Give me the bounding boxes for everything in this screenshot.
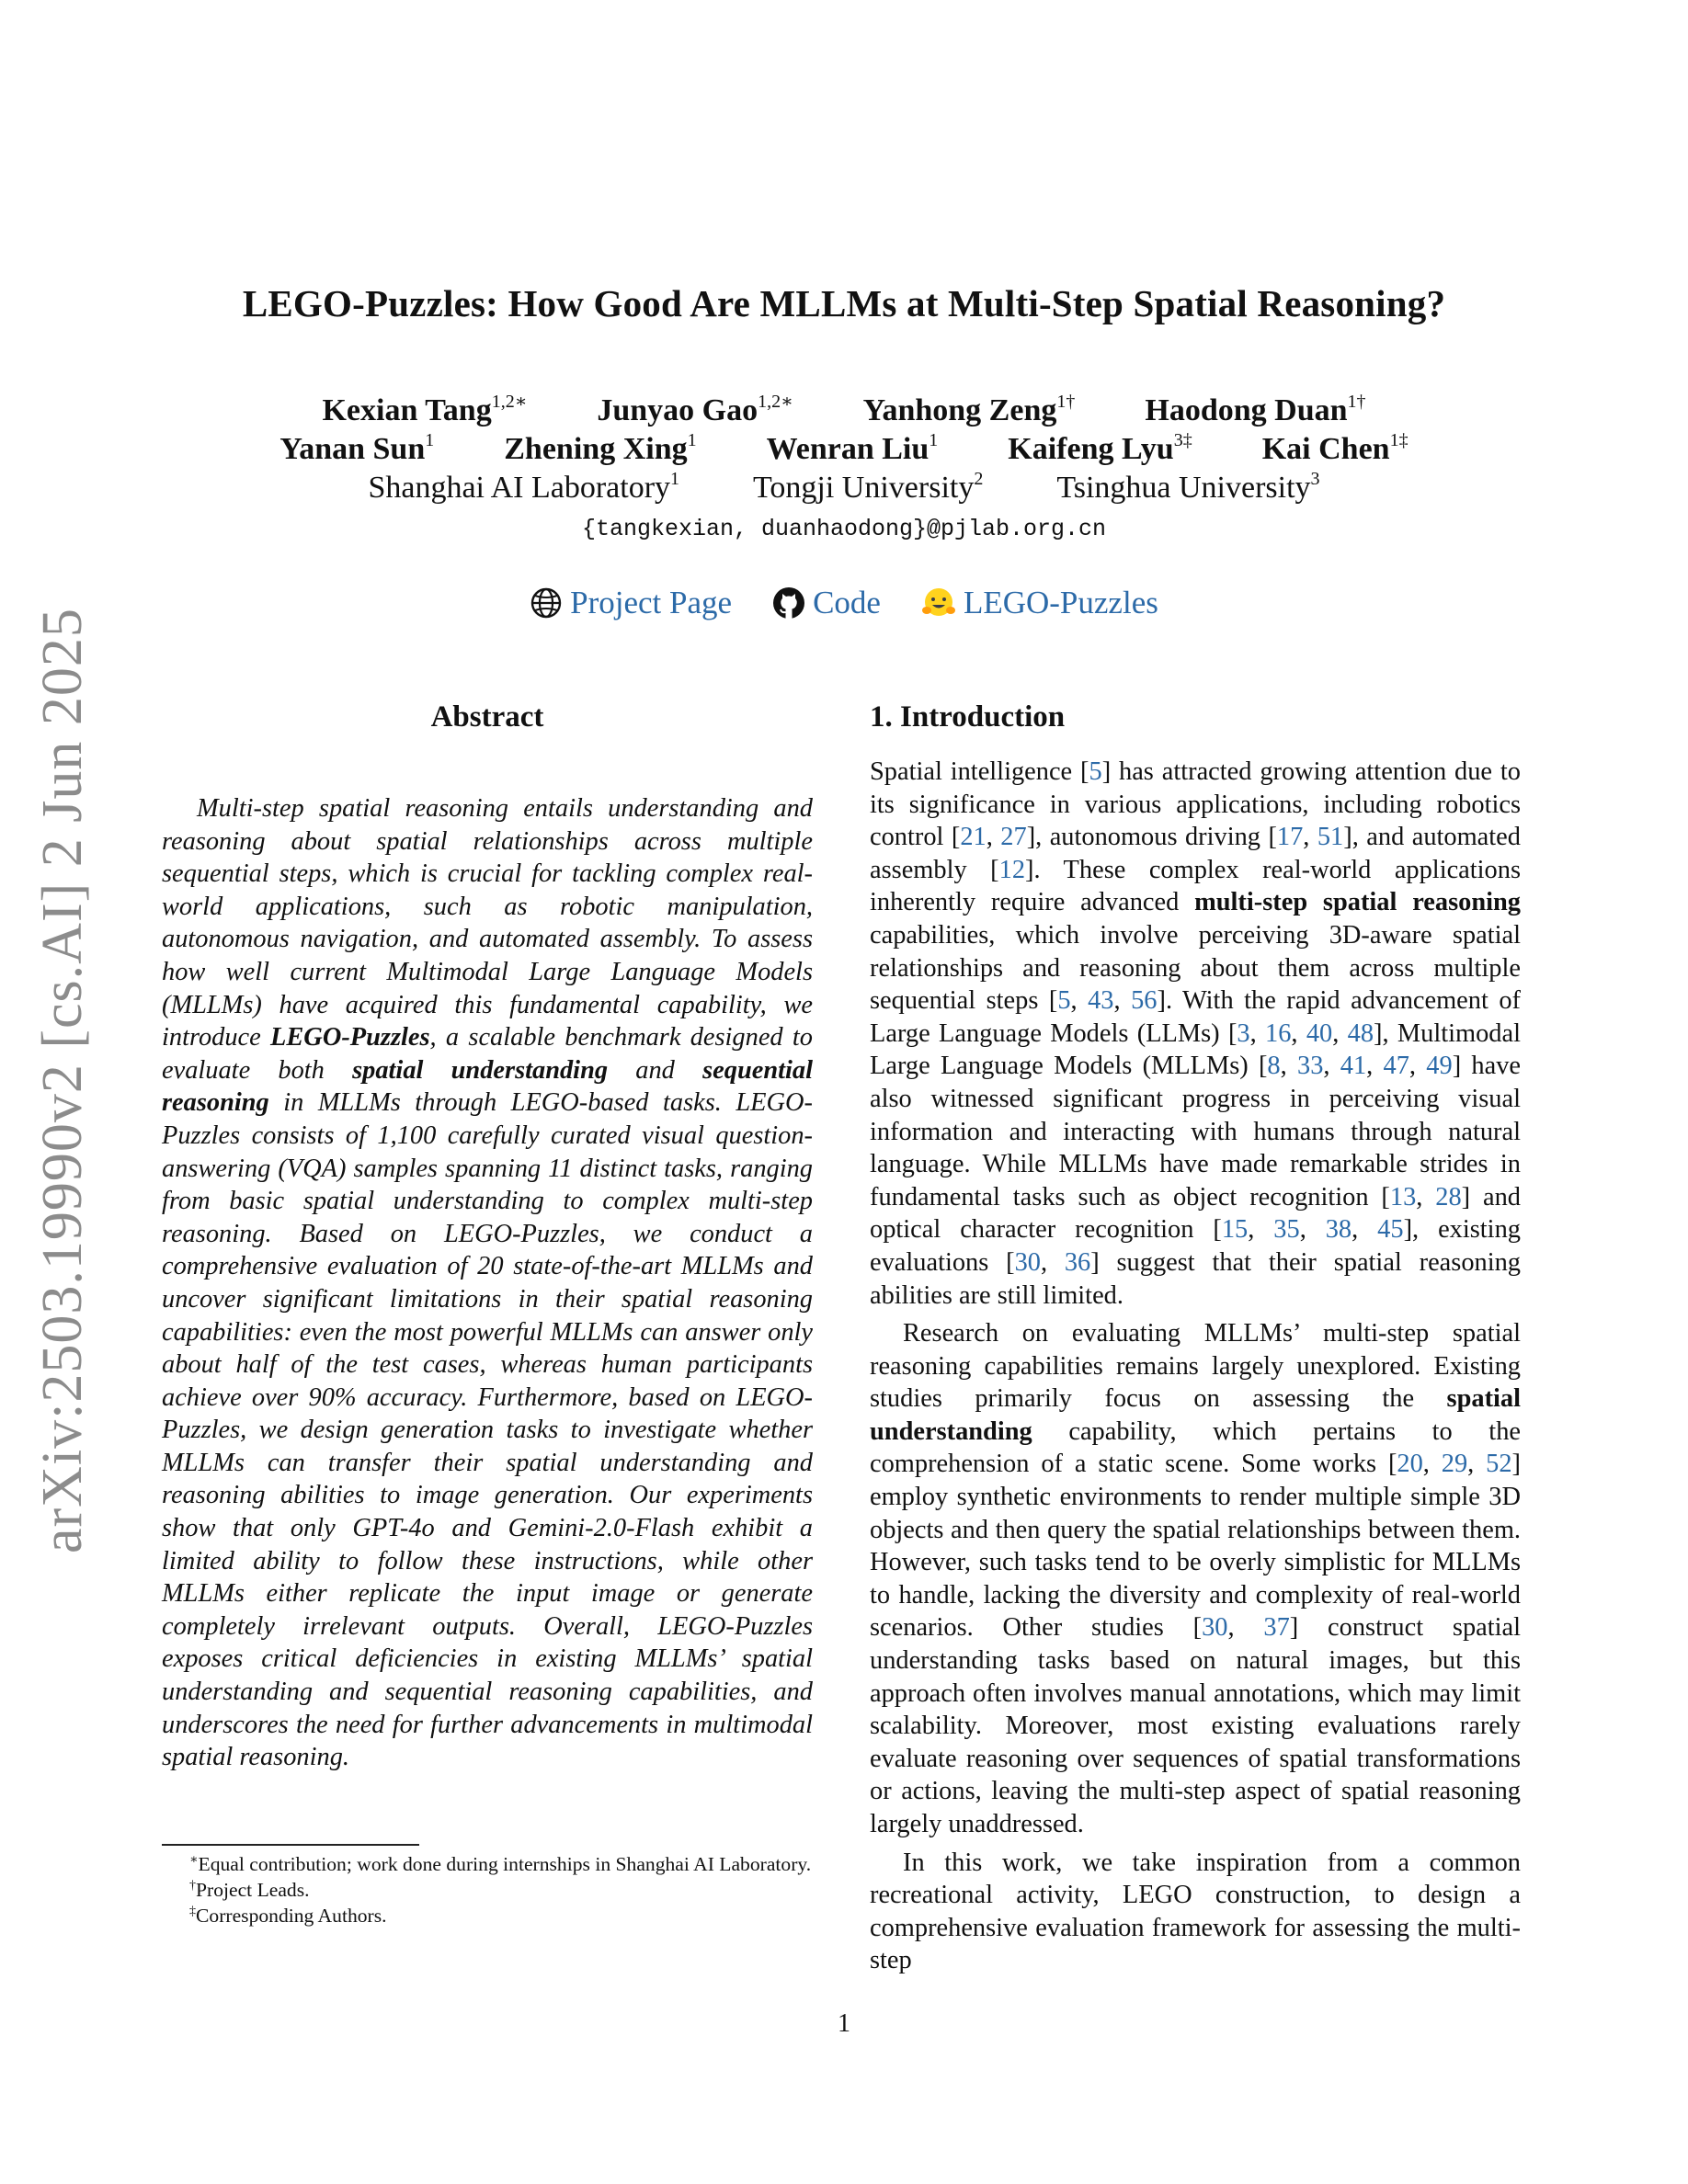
introduction-paragraph [870, 756, 1521, 1312]
citation-link[interactable]: 20 [1397, 1450, 1423, 1479]
citation-link[interactable]: 41 [1340, 1052, 1367, 1081]
citation-link[interactable]: 15 [1221, 1215, 1249, 1245]
introduction-heading: 1. Introduction [870, 700, 1066, 734]
citation-link[interactable]: 28 [1435, 1182, 1462, 1211]
introduction-text-run: , [1299, 1215, 1326, 1245]
author: Haodong Duan$^{1\dagger}$ [1145, 392, 1366, 427]
introduction-paragraph [870, 1847, 1521, 1977]
citation-link[interactable]: 17 [1276, 823, 1304, 852]
dataset-link-label: LEGO-Puzzles [963, 585, 1158, 620]
project-page-link[interactable] [530, 585, 732, 621]
citation-link[interactable]: 16 [1265, 1018, 1292, 1048]
introduction-text-run: , [1248, 1215, 1274, 1245]
citation-link[interactable]: 48 [1347, 1018, 1374, 1048]
dataset-link[interactable] [921, 585, 1158, 621]
abstract-text-run: and [608, 1055, 703, 1085]
citation-link[interactable]: 56 [1131, 986, 1158, 1016]
affiliation: Tsinghua University$^3$ [1056, 469, 1320, 505]
introduction-text-run: , [1303, 823, 1317, 852]
citation-link[interactable]: 43 [1088, 986, 1114, 1016]
author: Kexian Tang$^{1,2∗}$ [322, 392, 528, 427]
abstract-emphasis: spatial understanding [352, 1055, 609, 1085]
arxiv-identifier-stamp: arXiv:2503.19990v2 [cs.AI] 2 Jun 2025 [31, 608, 94, 1553]
citation-link[interactable]: 5 [1089, 757, 1102, 786]
introduction-text-run: , [986, 823, 1001, 852]
affiliation: Shanghai AI Laboratory$^1$ [368, 469, 680, 505]
abstract-emphasis: LEGO-Puzzles [270, 1023, 430, 1052]
code-link[interactable] [772, 585, 881, 621]
globe-icon [530, 586, 563, 620]
introduction-text-run: capability, which pertains to the comprehension of a static scene. Some works [ [870, 1416, 1521, 1479]
introduction-text-run: , [1366, 1052, 1384, 1081]
author: Kai Chen$^{1\ddagger}$ [1261, 430, 1409, 466]
abstract-emphasis: sequential reasoning [162, 1055, 814, 1118]
introduction-text-run: ] has attracted growing attention due to its significance in various applications, including robotics control [ [870, 757, 1521, 852]
paper-title: LEGO-Puzzles: How Good Are MLLMs at Multi-Step Spatial Reasoning? [242, 282, 1446, 324]
citation-link[interactable]: 35 [1273, 1215, 1300, 1245]
introduction-text-run: , [1422, 1450, 1442, 1479]
footnote-divider [162, 1844, 419, 1846]
abstract-text-run: Multi-step spatial reasoning entails understanding and reasoning about spatial relationships across multiple sequential steps, which is crucial for tackling complex real-world applications, such as robotic manipulation, autonomous navigation, and automated assembly. To assess how well current Multimodal Large Language Models (MLLMs) have acquired this fundamental capability, we introduce [162, 794, 813, 1052]
resource-links [0, 585, 1688, 621]
right-column [870, 699, 1521, 1977]
introduction-text-run: ] suggest that their spatial reasoning abilities are still limited. [870, 1247, 1521, 1310]
citation-link[interactable]: 27 [1000, 823, 1027, 852]
authors-row [0, 432, 1688, 467]
introduction-text-run: ], Multimodal Large Language Models (MLLMs) [ [870, 1018, 1521, 1081]
introduction-text-run: capabilities, which involve perceiving 3D-aware spatial relationships and reasoning about them across multiple sequential steps [ [870, 920, 1521, 1016]
introduction-text-run: , [1323, 1052, 1340, 1081]
author: Junyao Gao$^{1,2∗}$ [597, 392, 793, 427]
affiliations [0, 471, 1688, 506]
introduction-text-run: ] construct spatial understanding tasks based on natural images, but this approach often involves manual annotations, which may limit scalability. Moreover, most existing evaluations rarely evaluate reasoning over sequences of spatial transformations or actions, leaving the multi-step aspect of spatial reasoning largely unaddressed. [870, 1613, 1522, 1838]
citation-link[interactable]: 47 [1383, 1052, 1409, 1081]
citation-link[interactable]: 29 [1441, 1450, 1468, 1479]
citation-link[interactable]: 13 [1389, 1182, 1417, 1211]
introduction-text-run: , [1416, 1182, 1436, 1211]
introduction-text-run: ], existing evaluations [ [870, 1215, 1521, 1277]
author: Kaifeng Lyu$^{3\ddagger}$ [1008, 430, 1192, 466]
abstract-heading: Abstract [430, 700, 544, 734]
citation-link[interactable]: 30 [1014, 1247, 1041, 1277]
abstract-text-run: , a scalable benchmark designed to evaluate both [162, 1023, 813, 1085]
citation-link[interactable]: 51 [1317, 823, 1344, 852]
author: Wenran Liu$^1$ [766, 430, 939, 466]
introduction-emphasis: spatial understanding [870, 1384, 1521, 1446]
footnote-corresponding-authors: ‡Corresponding Authors. [189, 1905, 387, 1927]
introduction-text-run: Research on evaluating MLLMs’ multi-step spatial reasoning capabilities remains largely unexplored. Existing studies primarily focus on assessing the [870, 1319, 1521, 1414]
introduction-text-run: ], and automated assembly [ [870, 823, 1521, 884]
footnotes [162, 1851, 813, 1928]
left-column [162, 699, 813, 1800]
introduction-text-run: , [1409, 1052, 1427, 1081]
contact-emails: {tangkexian, duanhaodong}@pjlab.org.cn [581, 516, 1107, 542]
introduction-text-run: Spatial intelligence [ [870, 757, 1089, 786]
footnote-project-leads: †Project Leads. [189, 1879, 310, 1901]
citation-link[interactable]: 30 [1202, 1613, 1228, 1643]
citation-link[interactable]: 33 [1297, 1052, 1324, 1081]
author: Yanan Sun$^1$ [279, 430, 435, 466]
introduction-text-run: , [1227, 1613, 1264, 1643]
introduction-text-run: , [1352, 1215, 1378, 1245]
introduction-emphasis: multi-step spatial reasoning [1194, 888, 1521, 917]
introduction-text-run: , [1332, 1018, 1348, 1048]
introduction-text-run: In this work, we take inspiration from a common recreational activity, LEGO construction, to design a comprehensive evaluation framework for assessing the multi-step [870, 1848, 1521, 1975]
footnote-equal-contribution: ∗Equal contribution; work done during internships in Shanghai AI Laboratory. [189, 1853, 812, 1875]
code-link-label: Code [813, 585, 881, 620]
introduction-text-run: ], autonomous driving [ [1026, 823, 1277, 852]
citation-link[interactable]: 37 [1263, 1613, 1290, 1643]
citation-link[interactable]: 3 [1237, 1018, 1250, 1048]
citation-link[interactable]: 52 [1486, 1450, 1512, 1479]
introduction-text-run: ] have also witnessed significant progress in perceiving visual information and interacting with humans through natural language. While MLLMs have made remarkable strides in fundamental tasks such as object recognition [ [870, 1052, 1521, 1211]
introduction-text-run: , [1280, 1052, 1297, 1081]
citation-link[interactable]: 49 [1426, 1052, 1453, 1081]
abstract-text-run: in MLLMs through LEGO-based tasks. LEGO-Puzzles consists of 1,100 carefully curated visual question-answering (VQA) samples spanning 11 distinct tasks, ranging from basic spatial understanding to complex multi-step reasoning. Based on LEGO-Puzzles, we conduct a comprehensive evaluation of 20 state-of-the-art MLLMs and uncover significant limitations in their spatial reasoning capabilities: even the most powerful MLLMs can answer only about half of the test cases, whereas human participants achieve over 90% accuracy. Furthermore, based on LEGO-Puzzles, we design generation tasks to investigate whether MLLMs can transfer their spatial understanding and reasoning abilities to image generation. Our experiments show that only GPT-4o and Gemini-2.0-Flash exhibit a limited ability to follow these instructions, while other MLLMs either replicate the input image or generate completely irrelevant outputs. Overall, LEGO-Puzzles exposes critical deficiencies in existing MLLMs’ spatial understanding and sequential reasoning capabilities, and underscores the need for further advancements in multimodal spatial reasoning. [162, 1088, 813, 1772]
introduction-text-run: , [1467, 1450, 1487, 1479]
citation-link[interactable]: 38 [1325, 1215, 1352, 1245]
hugging-face-icon [921, 586, 956, 620]
citation-link[interactable]: 21 [960, 823, 987, 852]
affiliation: Tongji University$^2$ [753, 469, 984, 505]
authors-row [0, 393, 1688, 428]
introduction-text-run: ]. These complex real-world applications inherently require advanced [870, 855, 1521, 917]
introduction-text-run: , [1070, 986, 1089, 1016]
introduction-text-run: , [1113, 986, 1132, 1016]
introduction-text-run: ]. With the rapid advancement of Large Language Models (LLMs) [ [870, 986, 1521, 1048]
project-page-link-label: Project Page [570, 585, 733, 620]
citation-link[interactable]: 5 [1057, 986, 1071, 1016]
introduction-text-run: , [1249, 1018, 1266, 1048]
author: Yanhong Zeng$^{1\dagger}$ [862, 392, 1076, 427]
citation-link[interactable]: 45 [1377, 1215, 1404, 1245]
introduction-paragraph [870, 1317, 1521, 1841]
citation-link[interactable]: 8 [1267, 1052, 1281, 1081]
abstract-text [162, 792, 813, 1774]
citation-link[interactable]: 40 [1306, 1018, 1333, 1048]
citation-link[interactable]: 12 [998, 855, 1026, 884]
author: Zhening Xing$^1$ [504, 430, 697, 466]
introduction-text-run: ] and optical character recognition [ [870, 1182, 1521, 1245]
introduction-text-run: , [1291, 1018, 1306, 1048]
introduction-text-run: , [1040, 1247, 1065, 1277]
introduction-text-run: ] employ synthetic environments to render multiple simple 3D objects and then query the spatial relationships between them. However, such tasks tend to be overly simplistic for MLLMs to handle, lacking the diversity and complexity of real-world scenarios. Other studies [ [870, 1450, 1522, 1643]
github-icon [772, 586, 805, 620]
citation-link[interactable]: 36 [1064, 1247, 1091, 1277]
page-number: 1 [838, 2009, 850, 2038]
